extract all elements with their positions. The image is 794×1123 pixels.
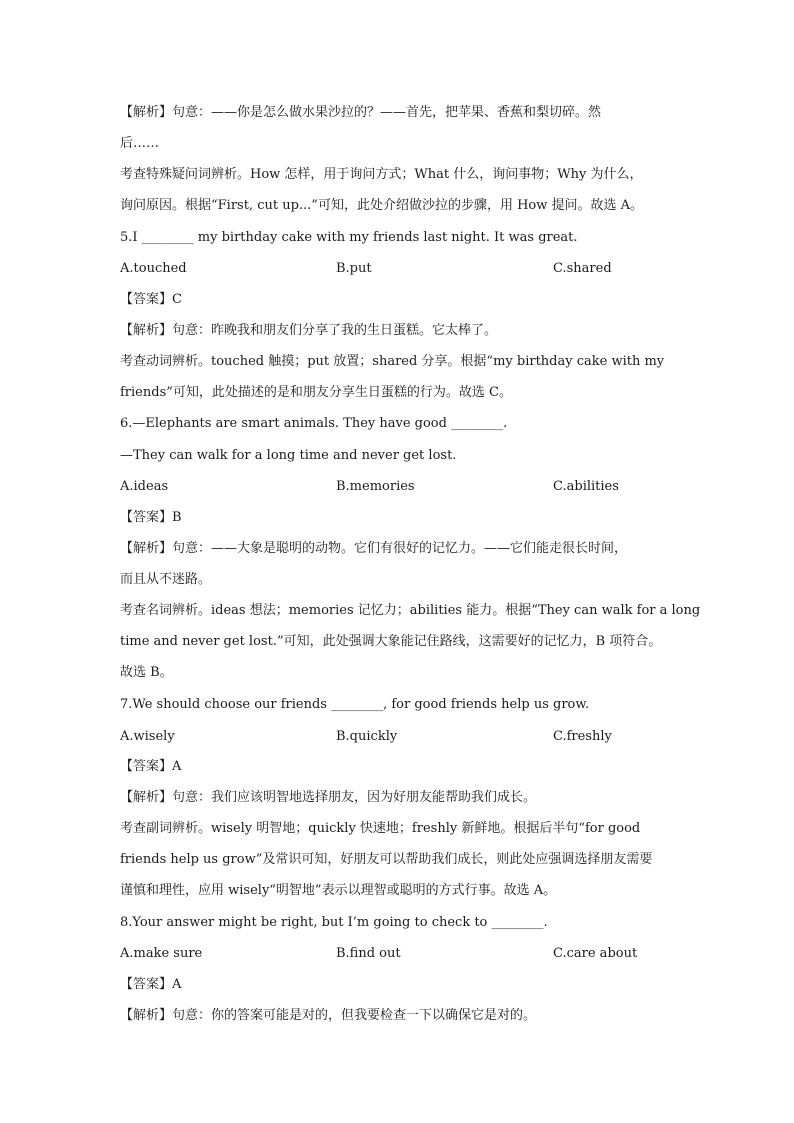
text-line: time and never get lost.”可知，此处强调大象能记住路线，这需要好的记忆力，B 项符合。 bbox=[120, 634, 662, 649]
text-line: 【解析】句意：——大象是聪明的动物。它们有很好的记忆力。——它们能走很长时间， bbox=[120, 541, 628, 556]
answer-option: C.shared bbox=[553, 261, 612, 276]
text-line: 考查副词辨析。wisely 明智地；quickly 快速地；freshly 新鲜地。根据后半句“for good bbox=[120, 821, 641, 836]
text-line: 【答案】A bbox=[120, 977, 182, 992]
answer-option: B.put bbox=[336, 261, 372, 276]
text-line: 考查名词辨析。ideas 想法；memories 记忆力；abilities 能力。根据“They can walk for a long bbox=[120, 603, 701, 618]
text-line: 【答案】A bbox=[120, 759, 182, 774]
text-line: 谨慎和理性，应用 wisely“明智地”表示以理智或聪明的方式行事。故选 A。 bbox=[120, 883, 557, 898]
answer-option: A.wisely bbox=[120, 729, 175, 744]
text-line: —They can walk for a long time and never get lost. bbox=[120, 448, 457, 463]
text-line: 5.I ________ my birthday cake with my friends last night. It was great. bbox=[120, 230, 578, 245]
text-line: 而且从不迷路。 bbox=[120, 572, 212, 587]
text-line: 【解析】句意：我们应该明智地选择朋友，因为好朋友能帮助我们成长。 bbox=[120, 790, 537, 805]
answer-option: A.make sure bbox=[120, 946, 203, 961]
text-line: 6.—Elephants are smart animals. They have good ________. bbox=[120, 416, 508, 431]
text-line: 【答案】B bbox=[120, 510, 182, 525]
answer-option: B.memories bbox=[336, 479, 415, 494]
answer-option: B.find out bbox=[336, 946, 401, 961]
text-line: friends”可知，此处描述的是和朋友分享生日蛋糕的行为。故选 C。 bbox=[120, 385, 512, 400]
answer-option: A.ideas bbox=[120, 479, 169, 494]
text-line: 故选 B。 bbox=[120, 665, 173, 680]
text-line: 【解析】句意：你的答案可能是对的，但我要检查一下以确保它是对的。 bbox=[120, 1008, 537, 1023]
answer-option: B.quickly bbox=[336, 729, 398, 744]
answer-option: A.touched bbox=[120, 261, 187, 276]
text-line: 【答案】C bbox=[120, 292, 182, 307]
text-line: 【解析】句意：——你是怎么做水果沙拉的？——首先，把苹果、香蕉和梨切碎。然 bbox=[120, 105, 602, 120]
text-line: 考查特殊疑问词辨析。How 怎样，用于询问方式；What 什么，询问事物；Why 为什么， bbox=[120, 167, 643, 182]
text-line: 8.Your answer might be right, but I’m going to check to ________. bbox=[120, 915, 548, 930]
text-line: 询问原因。根据“First, cut up...”可知，此处介绍做沙拉的步骤，用 How 提问。故选 A。 bbox=[120, 198, 644, 213]
text-line: 考查动词辨析。touched 触摸；put 放置；shared 分享。根据“my birthday cake with my bbox=[120, 354, 665, 369]
answer-option: C.care about bbox=[553, 946, 638, 961]
text-line: friends help us grow”及常识可知，好朋友可以帮助我们成长，则此处应强调选择朋友需要 bbox=[120, 852, 653, 867]
answer-option: C.abilities bbox=[553, 479, 619, 494]
text-line: 后…… bbox=[120, 136, 160, 151]
answer-option: C.freshly bbox=[553, 729, 612, 744]
text-line: 7.We should choose our friends ________, for good friends help us grow. bbox=[120, 697, 590, 712]
text-line: 【解析】句意：昨晚我和朋友们分享了我的生日蛋糕。它太棒了。 bbox=[120, 323, 498, 338]
